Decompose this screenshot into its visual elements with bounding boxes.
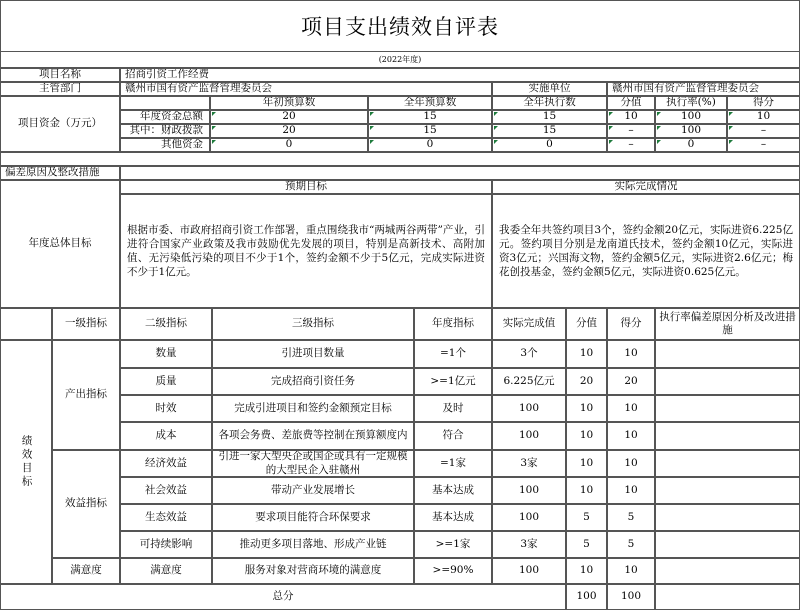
perf-reason-7 xyxy=(655,531,800,558)
total-score: 100 xyxy=(566,584,607,610)
cell-marker-icon xyxy=(609,112,613,116)
perf-score-5: 10 xyxy=(566,477,607,504)
perf-l3-4: 引进一家大型央企或国企或具有一定规模的大型民企入驻赣州 xyxy=(212,450,414,477)
cell-marker-icon xyxy=(212,140,216,144)
perf-l2-4: 经济效益 xyxy=(120,450,212,477)
page-title: 项目支出绩效自评表 xyxy=(0,0,800,52)
funds-value-2-0: 0 xyxy=(210,138,368,152)
funds-value-0-5: 10 xyxy=(727,110,800,124)
perf-reason-6 xyxy=(655,504,800,531)
dept-label: 主管部门 xyxy=(0,82,120,96)
perf-got-6: 5 xyxy=(607,504,655,531)
perf-got-7: 5 xyxy=(607,531,655,558)
perf-target-1: >=1亿元 xyxy=(414,368,492,395)
funds-value-2-1: 0 xyxy=(368,138,492,152)
perf-score-4: 10 xyxy=(566,450,607,477)
total-blank xyxy=(655,584,800,610)
perf-actual-6: 100 xyxy=(492,504,566,531)
perf-group-1: 效益指标 xyxy=(52,450,120,558)
total-label: 总分 xyxy=(0,584,566,610)
cell-marker-icon xyxy=(729,112,733,116)
cell-marker-icon xyxy=(494,126,498,130)
perf-actual-5: 100 xyxy=(492,477,566,504)
actual-result-text: 我委全年共签约项目3个，签约金额20亿元，实际进资6.225亿元。签约项目分别是龙南道氏技术，签约金额10亿元，实际进资3亿元；兴国海文物，签约金额5亿元，实际进资2.6亿元；梅花创投基金，签约金额5亿元，实际进资0.625亿元。 xyxy=(492,194,800,308)
funds-value-2-4: 0 xyxy=(655,138,727,152)
perf-score-2: 10 xyxy=(566,395,607,422)
cell-marker-icon xyxy=(494,112,498,116)
funds-spacer xyxy=(0,152,800,166)
impl-value: 赣州市国有资产监督管理委员会 xyxy=(607,82,800,96)
cell-marker-icon xyxy=(212,126,216,130)
perf-l2-8: 满意度 xyxy=(120,558,212,584)
perf-l2-6: 生态效益 xyxy=(120,504,212,531)
perf-actual-7: 3家 xyxy=(492,531,566,558)
cell-marker-icon xyxy=(370,112,374,116)
cell-marker-icon xyxy=(609,126,613,130)
cell-marker-icon xyxy=(657,126,661,130)
funds-label: 项目资金（万元） xyxy=(0,96,120,152)
perf-target-2: 及时 xyxy=(414,395,492,422)
perf-corner xyxy=(0,308,52,340)
perf-got-5: 10 xyxy=(607,477,655,504)
funds-header-1: 全年预算数 xyxy=(368,96,492,110)
perf-header-1: 二级指标 xyxy=(120,308,212,340)
perf-header-2: 三级指标 xyxy=(212,308,414,340)
funds-value-2-3: – xyxy=(607,138,655,152)
perf-l2-3: 成本 xyxy=(120,422,212,450)
actual-result-header: 实际完成情况 xyxy=(492,180,800,194)
perf-got-1: 20 xyxy=(607,368,655,395)
perf-actual-3: 100 xyxy=(492,422,566,450)
perf-l3-1: 完成招商引资任务 xyxy=(212,368,414,395)
perf-header-3: 年度指标 xyxy=(414,308,492,340)
funds-row-label-1: 其中：财政拨款 xyxy=(120,124,210,138)
perf-l2-0: 数量 xyxy=(120,340,212,368)
cell-marker-icon xyxy=(729,126,733,130)
perf-target-3: 符合 xyxy=(414,422,492,450)
perf-score-1: 20 xyxy=(566,368,607,395)
perf-target-6: 基本达成 xyxy=(414,504,492,531)
funds-header-3: 分值 xyxy=(607,96,655,110)
cell-marker-icon xyxy=(657,112,661,116)
perf-header-4: 实际完成值 xyxy=(492,308,566,340)
cell-marker-icon xyxy=(657,140,661,144)
funds-row-label-0: 年度资金总额 xyxy=(120,110,210,124)
cell-marker-icon xyxy=(729,140,733,144)
perf-l3-2: 完成引进项目和签约金额预定目标 xyxy=(212,395,414,422)
funds-value-0-2: 15 xyxy=(492,110,607,124)
funds-value-1-2: 15 xyxy=(492,124,607,138)
perf-reason-5 xyxy=(655,477,800,504)
funds-value-2-5: – xyxy=(727,138,800,152)
perf-target-8: >=90% xyxy=(414,558,492,584)
expected-goal-text: 根据市委、市政府招商引资工作部署，重点围绕我市“两城两谷两带”产业，引进符合国家产业政策及我市鼓励优先发展的项目，特别是高新技术、高附加值、无污染低污染的项目不少于1个，签约金额不少于5亿元，完成实际进资不少于1亿元。 xyxy=(120,194,492,308)
perf-group-2: 满意度 xyxy=(52,558,120,584)
perf-l3-3: 各项会务费、差旅费等控制在预算额度内 xyxy=(212,422,414,450)
perf-reason-0 xyxy=(655,340,800,368)
dept-value: 赣州市国有资产监督管理委员会 xyxy=(120,82,492,96)
perf-l3-8: 服务对象对营商环境的满意度 xyxy=(212,558,414,584)
perf-l2-7: 可持续影响 xyxy=(120,531,212,558)
funds-row-label-2: 其他资金 xyxy=(120,138,210,152)
funds-value-0-1: 15 xyxy=(368,110,492,124)
perf-reason-3 xyxy=(655,422,800,450)
perf-score-0: 10 xyxy=(566,340,607,368)
perf-reason-1 xyxy=(655,368,800,395)
perf-got-2: 10 xyxy=(607,395,655,422)
deviation-label: 偏差原因及整改措施 xyxy=(0,166,120,180)
perf-score-3: 10 xyxy=(566,422,607,450)
funds-header-4: 执行率(%) xyxy=(655,96,727,110)
funds-value-1-0: 20 xyxy=(210,124,368,138)
funds-header-blank xyxy=(120,96,210,110)
perf-actual-0: 3个 xyxy=(492,340,566,368)
perf-header-7: 执行率偏差原因分析及改进措施 xyxy=(655,308,800,340)
perf-got-3: 10 xyxy=(607,422,655,450)
cell-marker-icon xyxy=(212,112,216,116)
project-name-value: 招商引资工作经费 xyxy=(120,68,800,82)
perf-actual-2: 100 xyxy=(492,395,566,422)
perf-target-0: =1个 xyxy=(414,340,492,368)
funds-header-5: 得分 xyxy=(727,96,800,110)
funds-value-0-4: 100 xyxy=(655,110,727,124)
perf-l2-5: 社会效益 xyxy=(120,477,212,504)
perf-header-0: 一级指标 xyxy=(52,308,120,340)
funds-value-0-0: 20 xyxy=(210,110,368,124)
total-got: 100 xyxy=(607,584,655,610)
deviation-value xyxy=(120,166,800,180)
perf-got-4: 10 xyxy=(607,450,655,477)
perf-actual-4: 3家 xyxy=(492,450,566,477)
perf-reason-8 xyxy=(655,558,800,584)
perf-got-8: 10 xyxy=(607,558,655,584)
perf-target-4: =1家 xyxy=(414,450,492,477)
perf-target-7: >=1家 xyxy=(414,531,492,558)
perf-actual-8: 100 xyxy=(492,558,566,584)
cell-marker-icon xyxy=(370,126,374,130)
perf-header-6: 得分 xyxy=(607,308,655,340)
perf-label: 绩效目标 xyxy=(0,340,52,584)
perf-score-7: 5 xyxy=(566,531,607,558)
perf-score-6: 5 xyxy=(566,504,607,531)
funds-value-2-2: 0 xyxy=(492,138,607,152)
funds-value-1-4: 100 xyxy=(655,124,727,138)
annual-goal-label: 年度总体目标 xyxy=(0,180,120,308)
perf-reason-2 xyxy=(655,395,800,422)
funds-value-0-3: 10 xyxy=(607,110,655,124)
perf-l2-1: 质量 xyxy=(120,368,212,395)
cell-marker-icon xyxy=(494,140,498,144)
perf-l3-5: 带动产业发展增长 xyxy=(212,477,414,504)
funds-value-1-3: – xyxy=(607,124,655,138)
impl-label: 实施单位 xyxy=(492,82,607,96)
perf-got-0: 10 xyxy=(607,340,655,368)
perf-header-5: 分值 xyxy=(566,308,607,340)
funds-value-1-5: – xyxy=(727,124,800,138)
project-name-label: 项目名称 xyxy=(0,68,120,82)
cell-marker-icon xyxy=(370,140,374,144)
perf-group-0: 产出指标 xyxy=(52,340,120,450)
expected-goal-header: 预期目标 xyxy=(120,180,492,194)
perf-actual-1: 6.225亿元 xyxy=(492,368,566,395)
perf-l2-2: 时效 xyxy=(120,395,212,422)
funds-value-1-1: 15 xyxy=(368,124,492,138)
funds-header-2: 全年执行数 xyxy=(492,96,607,110)
cell-marker-icon xyxy=(609,140,613,144)
perf-reason-4 xyxy=(655,450,800,477)
perf-l3-0: 引进项目数量 xyxy=(212,340,414,368)
fiscal-year: (2022年度) xyxy=(0,52,800,68)
perf-target-5: 基本达成 xyxy=(414,477,492,504)
funds-header-0: 年初预算数 xyxy=(210,96,368,110)
perf-score-8: 10 xyxy=(566,558,607,584)
perf-l3-7: 推动更多项目落地、形成产业链 xyxy=(212,531,414,558)
perf-l3-6: 要求项目能符合环保要求 xyxy=(212,504,414,531)
